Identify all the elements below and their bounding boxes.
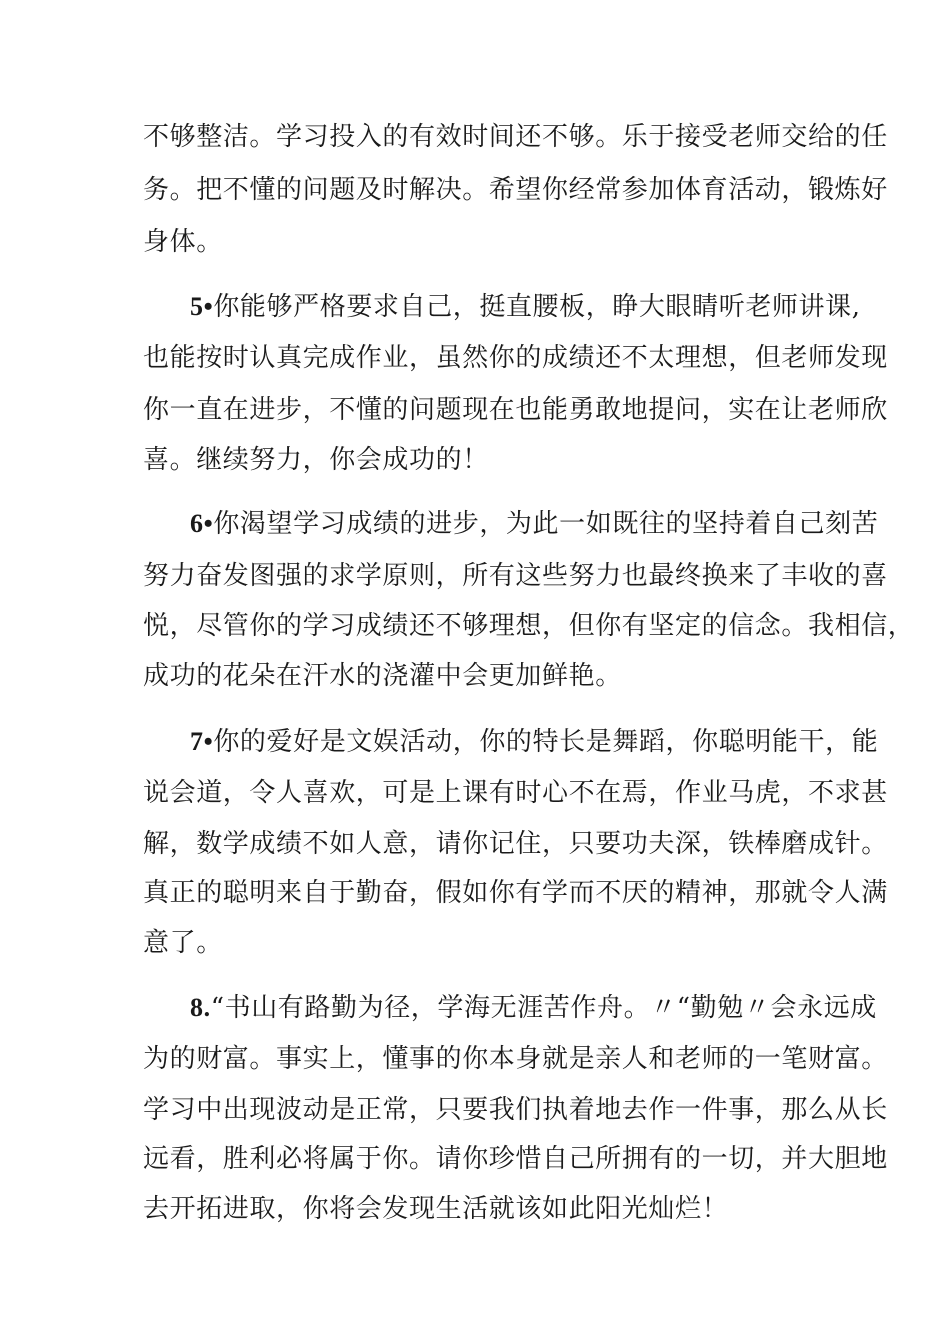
paragraph-number: 8. xyxy=(190,993,211,1022)
paragraph-first-line xyxy=(190,508,878,540)
text-line: 远看，胜利必将属于你。请你珍惜自己所拥有的一切，并大胆地 xyxy=(143,1144,888,1174)
text-line: 你一直在进步，不懂的问题现在也能勇敢地提问，实在让老师欣 xyxy=(143,395,888,425)
paragraph-first-line xyxy=(190,992,877,1024)
text-line: 也能按时认真完成作业，虽然你的成绩还不太理想，但老师发现 xyxy=(143,343,888,373)
text-line: 说会道，令人喜欢，可是上课有时心不在焉，作业马虎，不求甚 xyxy=(143,778,888,808)
text-line: 意了。 xyxy=(143,928,223,958)
paragraph-number: 7• xyxy=(190,727,214,756)
text-line: 务。把不懂的问题及时解决。希望你经常参加体育活动，锻炼好 xyxy=(143,175,888,205)
text-line: 学习中出现波动是正常，只要我们执着地去作一件事，那么从长 xyxy=(143,1095,888,1125)
text-line: 去开拓进取，你将会发现生活就该如此阳光灿烂！ xyxy=(143,1194,729,1224)
text-line: 你渴望学习成绩的进步，为此一如既往的坚持着自己刻苦 xyxy=(213,509,879,539)
text-line: 不够整洁。学习投入的有效时间还不够。乐于接受老师交给的任 xyxy=(143,122,888,152)
text-line: 你能够严格要求自己，挺直腰板，睁大眼睛听老师讲课, xyxy=(213,292,861,322)
text-line: 喜。继续努力，你会成功的！ xyxy=(143,445,489,475)
text-line: 成功的花朵在汗水的浇灌中会更加鲜艳。 xyxy=(143,661,622,691)
text-line: 解，数学成绩不如人意，请你记住，只要功夫深，铁棒磨成针。 xyxy=(143,829,888,859)
text-line: 努力奋发图强的求学原则，所有这些努力也最终换来了丰收的喜 xyxy=(143,561,888,591)
text-line: 你的爱好是文娱活动，你的特长是舞蹈，你聪明能干，能 xyxy=(213,727,879,757)
text-line: “书山有路勤为径，学海无涯苦作舟。〃“勤勉〃会永远成 xyxy=(210,993,877,1023)
paragraph-first-line xyxy=(190,291,861,323)
paragraph-number: 5• xyxy=(190,292,214,321)
text-line: 真正的聪明来自于勤奋，假如你有学而不厌的精神，那就令人满 xyxy=(143,878,888,908)
text-line: 悦，尽管你的学习成绩还不够理想，但你有坚定的信念。我相信， xyxy=(143,611,915,641)
paragraph-number: 6• xyxy=(190,509,214,538)
text-line: 为的财富。事实上，懂事的你本身就是亲人和老师的一笔财富。 xyxy=(143,1044,888,1074)
text-line: 身体。 xyxy=(143,227,223,257)
paragraph-first-line xyxy=(190,726,878,758)
